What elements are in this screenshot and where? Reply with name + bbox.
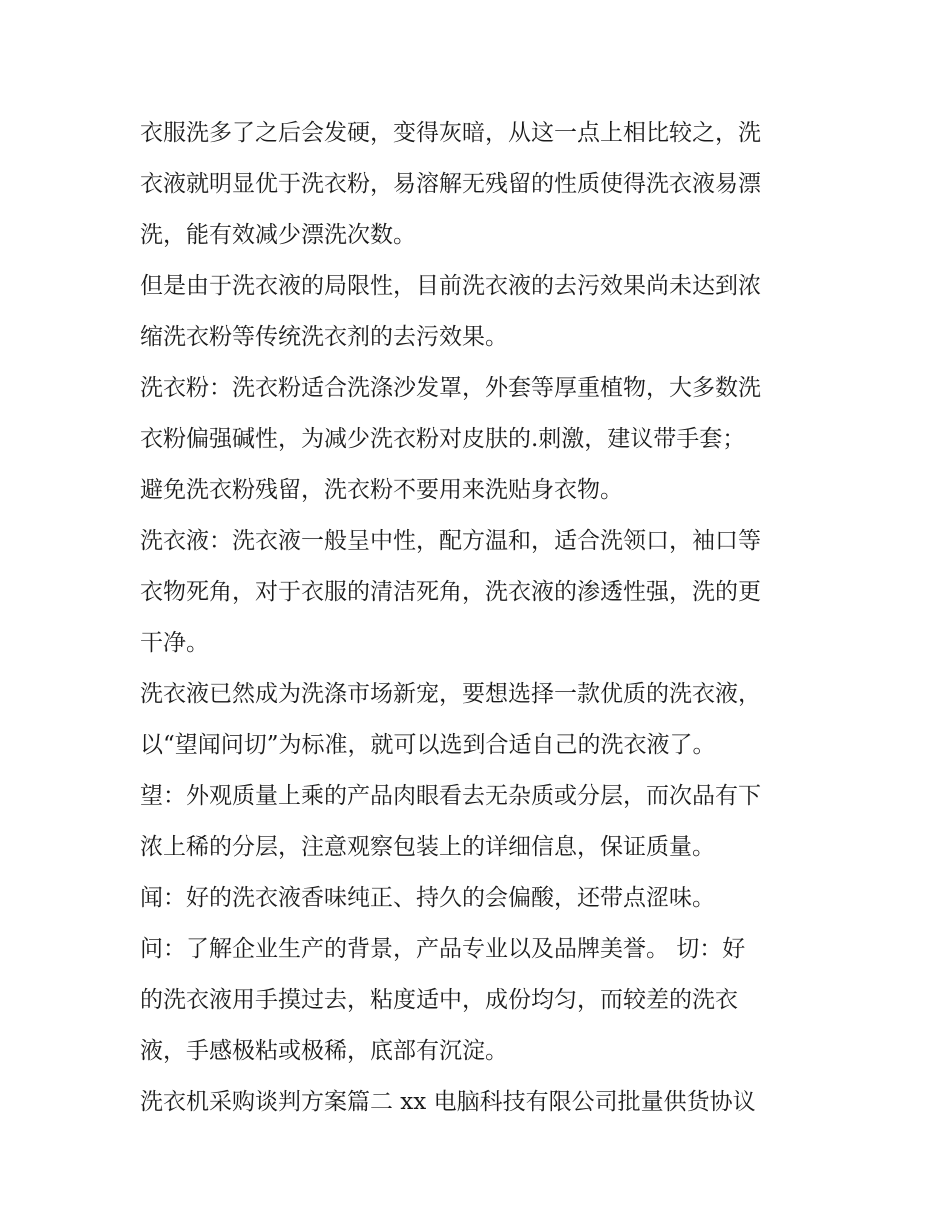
text-line: 洗，能有效减少漂洗次数。 (140, 222, 416, 248)
paragraph-laundry-liquid (140, 516, 820, 669)
paragraph-detergent-advantage (140, 108, 820, 261)
paragraph-ask-touch (140, 924, 820, 1077)
text-line: 闻：好的洗衣液香味纯正、持久的会偏酸，还带点涩味。 (140, 885, 715, 911)
paragraph-section-heading (140, 1077, 820, 1128)
text-line: 以“望闻问切”为标准，就可以选到合适自己的洗衣液了。 (140, 732, 716, 758)
text-line: 液，手感极粘或极稀，底部有沉淀。 (140, 1038, 508, 1064)
text-line: 洗衣液：洗衣液一般呈中性，配方温和，适合洗领口，袖口等 (140, 528, 761, 554)
text-line: 衣液就明显优于洗衣粉，易溶解无残留的性质使得洗衣液易漂 (140, 171, 761, 197)
text-line: 洗衣粉：洗衣粉适合洗涤沙发罩，外套等厚重植物，大多数洗 (140, 375, 761, 401)
paragraph-look (140, 771, 820, 873)
text-line: 洗衣机采购谈判方案篇二 xx 电脑科技有限公司批量供货协议 (140, 1089, 756, 1115)
text-line: 衣物死角，对于衣服的清洁死角，洗衣液的渗透性强，洗的更 (140, 579, 761, 605)
text-line: 问：了解企业生产的背景，产品专业以及品牌美誉。 切：好 (140, 936, 746, 962)
text-line: 望：外观质量上乘的产品肉眼看去无杂质或分层，而次品有下 (140, 783, 761, 809)
text-line: 洗衣液已然成为洗涤市场新宠，要想选择一款优质的洗衣液， (140, 681, 761, 707)
paragraph-detergent-limitation (140, 261, 820, 363)
paragraph-washing-powder (140, 363, 820, 516)
paragraph-selection-standard (140, 669, 820, 771)
paragraph-smell (140, 873, 820, 924)
text-line: 浓上稀的分层，注意观察包装上的详细信息，保证质量。 (140, 834, 715, 860)
text-line: 的洗衣液用手摸过去，粘度适中，成份均匀，而较差的洗衣 (140, 987, 738, 1013)
text-line: 衣粉偏强碱性，为减少洗衣粉对皮肤的.刺激，建议带手套； (140, 426, 746, 452)
text-line: 干净。 (140, 630, 209, 656)
text-line: 避免洗衣粉残留，洗衣粉不要用来洗贴身衣物。 (140, 477, 623, 503)
text-line: 但是由于洗衣液的局限性，目前洗衣液的去污效果尚未达到浓 (140, 273, 761, 299)
text-line: 缩洗衣粉等传统洗衣剂的去污效果。 (140, 324, 508, 350)
document-body (140, 108, 820, 1128)
text-line: 衣服洗多了之后会发硬，变得灰暗，从这一点上相比较之，洗 (140, 120, 761, 146)
